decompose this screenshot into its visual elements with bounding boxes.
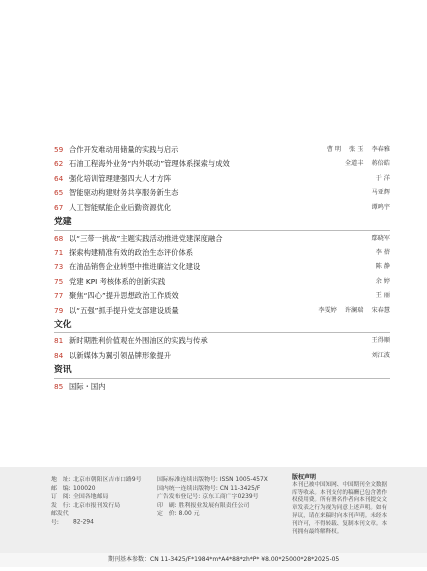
toc-article-title: 智能驱动构建财务共享服务新生态 — [69, 188, 179, 198]
toc-authors — [363, 201, 390, 215]
toc-author: 全道丰 — [344, 160, 364, 168]
info-value: 北京市报刊发行局 — [73, 502, 121, 509]
toc-authors — [368, 246, 390, 260]
info-value: ISSN 1005-457X — [219, 477, 268, 483]
toc-author: 许澜瑞 — [344, 306, 364, 314]
toc-authors — [363, 334, 390, 348]
toc-article-title: 探索构建精准有效的政治生态评价体系 — [69, 247, 194, 257]
toc-author: 谭鸣宇 — [371, 203, 390, 211]
toc-authors — [337, 157, 390, 171]
toc-article-title: 党建 KPI 考核体系的创新实践 — [69, 276, 166, 286]
toc-page-number: 68 — [54, 233, 64, 243]
toc-page-number: 85 — [54, 381, 64, 391]
toc-entry[interactable] — [54, 349, 390, 363]
toc-author: 宋春慧 — [371, 306, 390, 314]
publication-info-line — [51, 502, 142, 511]
toc-authors — [363, 186, 390, 200]
toc-entry[interactable] — [54, 289, 390, 303]
publication-info-line — [51, 510, 142, 527]
toc-authors — [363, 349, 390, 363]
toc-page-number: 67 — [54, 202, 64, 212]
toc-author: 李雯婷 — [318, 306, 337, 314]
toc-entry[interactable] — [54, 334, 390, 348]
toc-author: 曹 明 — [326, 146, 342, 153]
toc-authors — [368, 289, 390, 303]
toc-author: 余 婷 — [375, 277, 390, 285]
copyright-text: 本刊已被中国知网、中国期刊全文数据库等收录。本刊支付的稿酬已包含著作权使用费。所有署名作者向本刊提交文章发表之行为视为同意上述声明。如有异议，请在来稿时向本刊声明。未经本刊许可，不得转载、复制本刊文章。本刊拥有最终解释权。 — [292, 481, 388, 535]
publication-info-line — [157, 485, 268, 494]
toc-entry[interactable] — [54, 172, 390, 186]
toc-article-title: 强化培训管理建强四大人才方阵 — [69, 173, 172, 183]
toc-author: 马亚辉 — [371, 189, 390, 197]
publication-info-right — [157, 476, 268, 519]
toc-page-number: 65 — [54, 188, 64, 198]
info-label: 印 刷: — [157, 502, 177, 509]
info-label: 邮发代号: — [51, 511, 69, 526]
toc-page-number: 71 — [54, 247, 64, 257]
toc-article-title: 以“五强”抓手提升党支部建设质量 — [69, 305, 179, 315]
copyright-notice — [292, 474, 388, 536]
toc-entry[interactable] — [54, 246, 390, 260]
toc-author: 王 丽 — [375, 292, 390, 300]
toc-authors — [368, 172, 390, 186]
table-of-contents — [54, 143, 390, 394]
toc-article-title: 人工智能赋能企业后勤资源优化 — [69, 202, 172, 212]
toc-author: 张 玉 — [349, 146, 364, 153]
toc-authors — [319, 143, 390, 157]
toc-page-number: 62 — [54, 159, 64, 169]
toc-article-title: 石油工程海外业务“内外联动”管理体系探索与成效 — [69, 159, 230, 169]
journal-parameters — [0, 553, 427, 567]
info-label: 邮 编: — [51, 485, 71, 492]
info-value: 8.00 元 — [178, 511, 200, 518]
publication-info-line — [157, 502, 268, 511]
info-label: 国内统一连续出版物号: — [157, 485, 218, 492]
publication-info-line — [51, 476, 142, 485]
toc-section-heading: 文化 — [54, 318, 390, 334]
toc-author: 李春雅 — [371, 146, 390, 153]
toc-page-number: 64 — [54, 173, 64, 183]
toc-article-title: 以“三带一挑战”主题实践活动推进党建深度融合 — [69, 233, 223, 243]
toc-entry[interactable] — [54, 260, 390, 274]
info-value: CN 11-3425/F — [219, 485, 261, 492]
toc-author: 于 洋 — [375, 174, 390, 182]
publication-info-line — [51, 493, 142, 502]
info-value: 胜利报业发展有限责任公司 — [178, 502, 250, 509]
toc-article-title: 国际・国内 — [69, 381, 106, 391]
toc-author: 王得顺 — [371, 337, 390, 345]
toc-page-number: 79 — [54, 305, 64, 315]
publication-info-line — [157, 493, 268, 502]
toc-article-title: 合作开发难动用储量的实践与启示 — [69, 145, 179, 154]
info-label: 广告发布登记号: — [157, 494, 201, 501]
copyright-title: 版权声明 — [292, 474, 317, 481]
toc-entry[interactable] — [54, 275, 390, 289]
toc-article-title: 新时期胜利价值观在外围油区的实践与传承 — [69, 336, 208, 346]
toc-page-number: 81 — [54, 336, 64, 346]
toc-entry[interactable] — [54, 143, 390, 157]
info-value: 100020 — [73, 485, 96, 492]
toc-authors — [310, 304, 390, 318]
toc-entry[interactable] — [54, 201, 390, 215]
info-value: 82-294 — [73, 519, 94, 526]
toc-entry[interactable] — [54, 157, 390, 171]
toc-page-number: 84 — [54, 350, 64, 360]
info-label: 地 址: — [51, 477, 71, 483]
publication-info-line — [157, 510, 268, 519]
toc-entry[interactable] — [54, 186, 390, 200]
publication-info-left — [51, 476, 142, 528]
toc-authors — [368, 260, 390, 274]
info-value: 全国各地邮局 — [73, 494, 109, 501]
toc-article-title: 聚焦“四心”提升思想政治工作质效 — [69, 291, 179, 301]
toc-page-number: 77 — [54, 291, 64, 301]
toc-entry[interactable] — [54, 232, 390, 246]
info-value: 北京市朝阳区吉市口路9号 — [73, 477, 142, 483]
info-label: 发 行: — [51, 502, 71, 509]
toc-author: 鄢晓军 — [371, 234, 390, 242]
toc-article-title: 在油品销售企业转型中推进廉洁文化建设 — [69, 262, 201, 272]
publication-info-line — [157, 476, 268, 485]
toc-authors — [363, 232, 390, 246]
info-label: 订 阅: — [51, 494, 71, 501]
journal-parameters-text: 期刊基本参数：CN 11-3425/F*1984*m*A4*88*zh*P* ¥8.00*25000*28*2025-05 — [108, 556, 340, 563]
toc-section-heading: 党建 — [54, 215, 390, 231]
info-value: 京东工商广字0239号 — [202, 494, 259, 501]
toc-page-number: 73 — [54, 262, 64, 272]
toc-author: 蒋倍皓 — [371, 160, 390, 168]
info-label: 国际标准连续出版物号: — [157, 477, 218, 483]
toc-article-title: 以新媒体为翼引领品牌形象提升 — [69, 350, 172, 360]
toc-author: 刘江波 — [371, 351, 390, 359]
toc-entry[interactable] — [54, 304, 390, 318]
publication-info-line — [51, 485, 142, 494]
toc-page-number: 75 — [54, 276, 64, 286]
toc-section-heading: 资讯 — [54, 363, 390, 379]
info-label: 定 价: — [157, 511, 177, 518]
toc-entry[interactable] — [54, 380, 390, 394]
toc-page-number: 59 — [54, 145, 64, 154]
toc-author: 李 蓓 — [375, 248, 390, 256]
toc-authors — [368, 275, 390, 289]
toc-author: 陈 静 — [375, 263, 390, 271]
